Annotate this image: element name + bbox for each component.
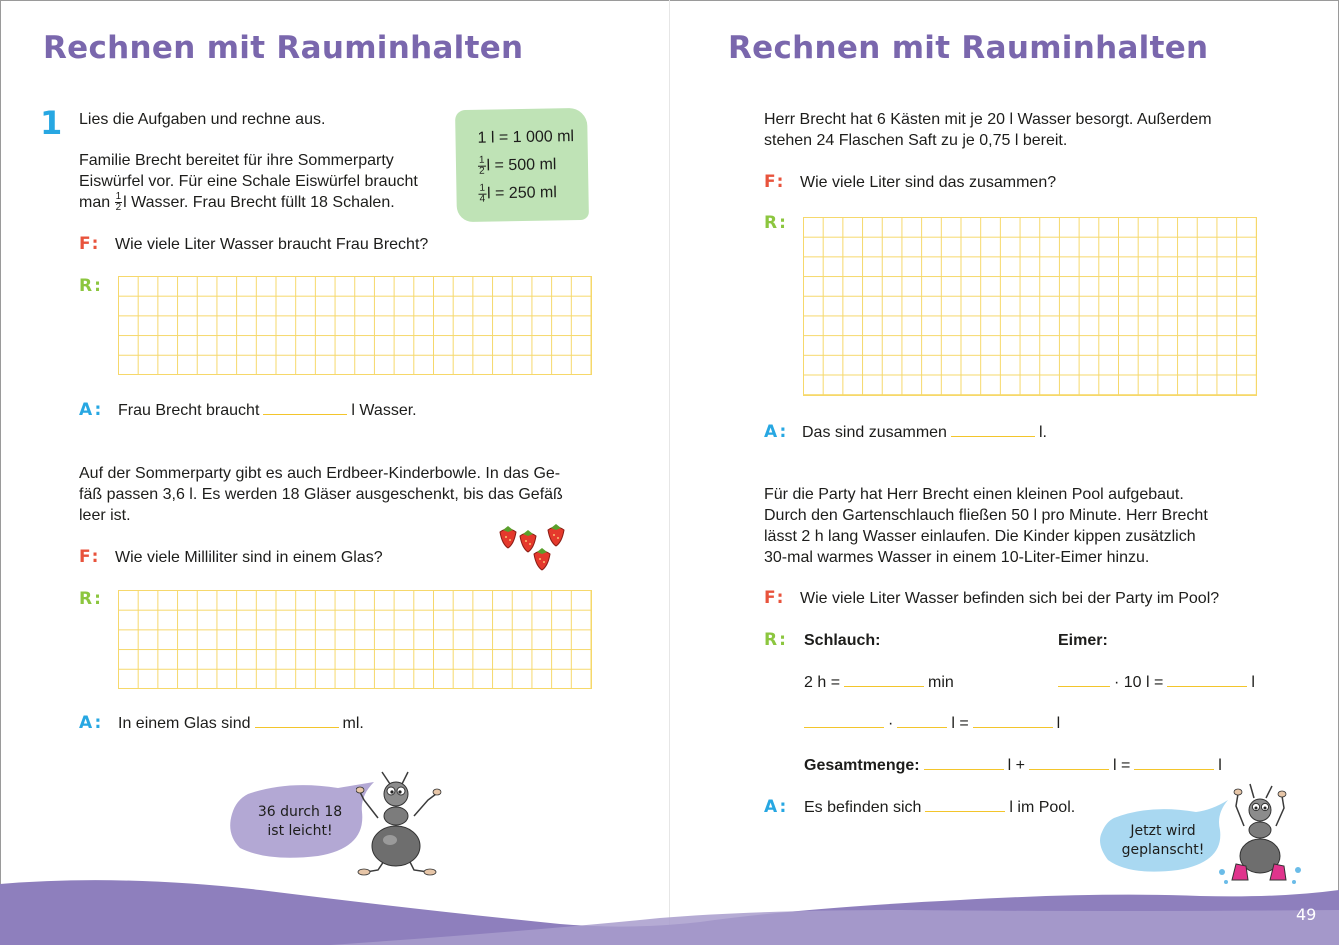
minutes-blank[interactable] bbox=[804, 713, 884, 728]
r-answer-1-blank[interactable] bbox=[951, 422, 1035, 437]
r-question-1: Wie viele Liter sind das zusammen? bbox=[800, 174, 1057, 191]
answer-1: Frau Brecht braucht l Wasser. bbox=[118, 402, 417, 419]
r-label-frage-1: F: bbox=[764, 172, 786, 192]
book-spine bbox=[669, 0, 670, 945]
label-antwort-2: A: bbox=[79, 713, 104, 733]
story2-line3: leer ist. bbox=[79, 507, 131, 524]
r-story2-line1: Für die Party hat Herr Brecht einen kleinen Pool aufgebaut. bbox=[764, 486, 1184, 503]
note-line-1: 1 l = 1 000 ml bbox=[477, 128, 575, 147]
r-question-2: Wie viele Liter Wasser befinden sich bei der Party im Pool? bbox=[800, 590, 1220, 607]
story2-line2: fäß passen 3,6 l. Es werden 18 Gläser ausgeschenkt, bis das Gefäß bbox=[79, 486, 563, 503]
task-instruction: Lies die Aufgaben und rechne aus. bbox=[79, 111, 326, 128]
note-line-3: $\frac{1}{4}$ l = 250 ml bbox=[479, 182, 558, 205]
gesamt-blank-2[interactable] bbox=[1029, 755, 1109, 770]
r-label-rechnung-1: R: bbox=[764, 213, 788, 233]
r-label-frage-2: F: bbox=[764, 588, 786, 608]
r-label-antwort-2: A: bbox=[764, 797, 789, 817]
eimer-count-blank[interactable] bbox=[1058, 672, 1110, 687]
answer-1-blank[interactable] bbox=[263, 400, 347, 415]
r-answer-2-blank[interactable] bbox=[925, 797, 1005, 812]
r-story2-line4: 30-mal warmes Wasser in einem 10-Liter-Eimer hinzu. bbox=[764, 549, 1150, 566]
question-2: Wie viele Milliliter sind in einem Glas? bbox=[115, 549, 383, 566]
r-story1-line1: Herr Brecht hat 6 Kästen mit je 20 l Wasser besorgt. Außerdem bbox=[764, 111, 1212, 128]
r-answer-2: Es befinden sich l im Pool. bbox=[804, 799, 1076, 816]
eimer-result-blank[interactable] bbox=[1167, 672, 1247, 687]
fraction-quarter: $\frac{1}{4}$ bbox=[479, 182, 486, 205]
r-label-antwort-1: A: bbox=[764, 422, 789, 442]
conversion-note bbox=[455, 108, 589, 222]
label-frage-2: F: bbox=[79, 547, 101, 567]
r-label-rechnung-2: R: bbox=[764, 630, 788, 650]
label-frage-1: F: bbox=[79, 234, 101, 254]
story1-line1: Familie Brecht bereitet für ihre Sommerparty bbox=[79, 152, 394, 169]
bubble-text-left: 36 durch 18 ist leicht! bbox=[257, 804, 343, 839]
r-story2-line2: Durch den Gartenschlauch fließen 50 l pro Minute. Herr Brecht bbox=[764, 507, 1208, 524]
gesamt-blank-1[interactable] bbox=[924, 755, 1004, 770]
eimer-heading: Eimer: bbox=[1058, 632, 1108, 649]
fraction-half: $\frac{1}{2}$ bbox=[478, 154, 485, 177]
rate-blank[interactable] bbox=[897, 713, 947, 728]
r-calculation-grid-1[interactable] bbox=[803, 217, 1257, 396]
gesamt-result-blank[interactable] bbox=[1134, 755, 1214, 770]
note-line-2: $\frac{1}{2}$ l = 500 ml bbox=[478, 154, 557, 177]
schlauch-calc-row: · l = l bbox=[804, 713, 1060, 734]
gesamtmenge-row: Gesamtmenge: l + l = l bbox=[804, 757, 1222, 774]
story2-line1: Auf der Sommerparty gibt es auch Erdbeer-Kinderbowle. In das Ge- bbox=[79, 465, 561, 482]
task-number: 1 bbox=[40, 104, 63, 142]
footer-wave bbox=[0, 860, 1339, 945]
story1-line2: Eiswürfel vor. Für eine Schale Eiswürfel braucht bbox=[79, 173, 418, 190]
calculation-grid-2[interactable] bbox=[118, 590, 592, 689]
eimer-row: · 10 l = l bbox=[1058, 672, 1255, 693]
label-rechnung-2: R: bbox=[79, 589, 103, 609]
left-page-title: Rechnen mit Rauminhalten bbox=[43, 30, 524, 66]
r-story2-line3: lässt 2 h lang Wasser einlaufen. Die Kinder kippen zusätzlich bbox=[764, 528, 1196, 545]
label-antwort-1: A: bbox=[79, 400, 104, 420]
question-1: Wie viele Liter Wasser braucht Frau Brecht? bbox=[115, 236, 429, 253]
strawberries-icon bbox=[496, 522, 572, 578]
bubble-text-right: Jetzt wird geplanscht! bbox=[1121, 823, 1205, 858]
schlauch-heading: Schlauch: bbox=[804, 632, 881, 649]
r-answer-1: Das sind zusammen l. bbox=[802, 424, 1047, 441]
calculation-grid-1[interactable] bbox=[118, 276, 592, 375]
hours-to-minutes-blank[interactable] bbox=[844, 672, 924, 687]
fraction-half: $\frac{1}{2}$ bbox=[115, 191, 122, 214]
schlauch-result-blank[interactable] bbox=[973, 713, 1053, 728]
page-number-right: 49 bbox=[1296, 905, 1317, 924]
answer-2: In einem Glas sind ml. bbox=[118, 715, 364, 732]
label-rechnung-1: R: bbox=[79, 276, 103, 296]
right-page-title: Rechnen mit Rauminhalten bbox=[728, 30, 1209, 66]
schlauch-row: 2 h = min bbox=[804, 674, 954, 691]
story1-line3: man $\frac{1}{2}$ l Wasser. Frau Brecht füllt 18 Schalen. bbox=[79, 191, 395, 214]
r-story1-line2: stehen 24 Flaschen Saft zu je 0,75 l bereit. bbox=[764, 132, 1068, 149]
answer-2-blank[interactable] bbox=[255, 713, 339, 728]
